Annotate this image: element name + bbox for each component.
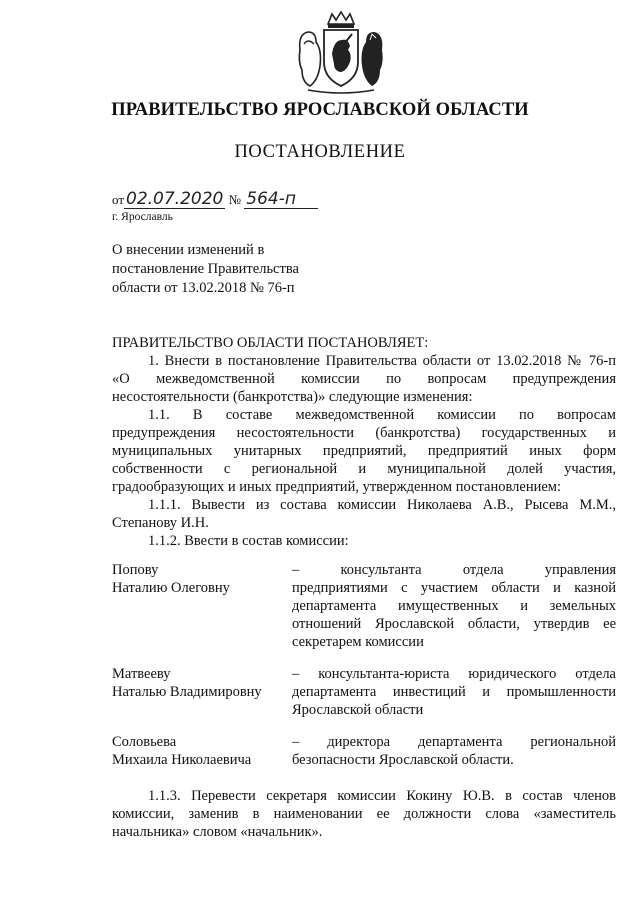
paragraph-line: 1. Внести в постановление Правительства области от 13.02.2018 № 76-п: [148, 353, 616, 369]
city: г. Ярославль: [112, 211, 173, 223]
subject-block: [112, 241, 299, 298]
position-line: департамента инвестиций и промышленности: [292, 684, 616, 700]
member-surname: Матвееву: [112, 666, 171, 682]
position-line: – консультанта-юриста юридического отдела: [292, 666, 616, 682]
member-position: [292, 665, 616, 719]
paragraph-1-1-1: [112, 496, 616, 532]
subject-line: О внесении изменений в: [112, 242, 265, 258]
paragraph-line: 1.1.3. Перевести секретаря комиссии Кокину Ю.В. в состав членов: [148, 788, 616, 804]
paragraph-line: муниципальных унитарных предприятий, предприятий иных форм: [112, 443, 616, 459]
position-line: – консультанта отдела управления: [292, 562, 616, 578]
position-line: департамента имущественных и земельных: [292, 598, 616, 614]
paragraph-line: комиссии, заменив в наименовании ее должности слова «заместитель: [112, 806, 616, 822]
paragraph-line: 1.1.1. Вывести из состава комиссии Николаева А.В., Рысева М.М.,: [148, 497, 616, 513]
member-name: [112, 733, 292, 769]
paragraph-line: начальника» словом «начальник».: [112, 824, 323, 840]
paragraph-line: собственности с региональной и муниципальной долей участия,: [112, 461, 616, 477]
member-surname: Попову: [112, 562, 159, 578]
org-title: ПРАВИТЕЛЬСТВО ЯРОСЛАВСКОЙ ОБЛАСТИ: [111, 100, 529, 120]
member-position: [292, 561, 616, 651]
position-line: – директора департамента региональной: [292, 734, 616, 750]
member-given-names: Михаила Николаевича: [112, 752, 252, 768]
position-line: предприятиями с участием области и казной: [292, 580, 616, 596]
subject-line: области от 13.02.2018 № 76-п: [112, 280, 295, 296]
member-position: [292, 733, 616, 769]
subject-line: постановление Правительства: [112, 261, 299, 277]
member-name: [112, 665, 292, 701]
coat-of-arms-icon: [288, 10, 394, 96]
paragraph-1: [112, 352, 616, 406]
date-number-line: [112, 190, 318, 209]
paragraph-line: предупреждения несостоятельности (банкротства) государственных и: [112, 425, 616, 441]
position-line: отношений Ярославской области, утвердив ее: [292, 616, 616, 632]
document-type: ПОСТАНОВЛЕНИЕ: [234, 142, 406, 162]
paragraph-1-1-2: 1.1.2. Ввести в состав комиссии:: [148, 533, 349, 549]
date-prefix: от: [112, 192, 125, 207]
member-given-names: Наталию Олеговну: [112, 580, 230, 596]
paragraph-line: Степанову И.Н.: [112, 515, 209, 531]
position-line: секретарем комиссии: [292, 634, 424, 650]
number-value: 564-п: [244, 190, 318, 209]
paragraph-line: 1.1. В составе межведомственной комиссии по вопросам: [148, 407, 616, 423]
number-prefix: №: [228, 192, 242, 207]
paragraph-1-1-3: [112, 787, 616, 841]
paragraph-1-1: [112, 406, 616, 496]
member-given-names: Наталью Владимировну: [112, 684, 262, 700]
paragraph-line: «О межведомственной комиссии по вопросам предупреждения: [112, 371, 616, 387]
position-line: безопасности Ярославской области.: [292, 752, 514, 768]
member-name: [112, 561, 292, 597]
date-value: 02.07.2020: [126, 189, 224, 209]
decree-heading: ПРАВИТЕЛЬСТВО ОБЛАСТИ ПОСТАНОВЛЯЕТ:: [112, 335, 429, 351]
position-line: Ярославской области: [292, 702, 424, 718]
paragraph-line: несостоятельности (банкротства)» следующие изменения:: [112, 389, 473, 405]
member-surname: Соловьева: [112, 734, 177, 750]
paragraph-line: градообразующих и иных предприятий, утвержденном постановлением:: [112, 479, 561, 495]
